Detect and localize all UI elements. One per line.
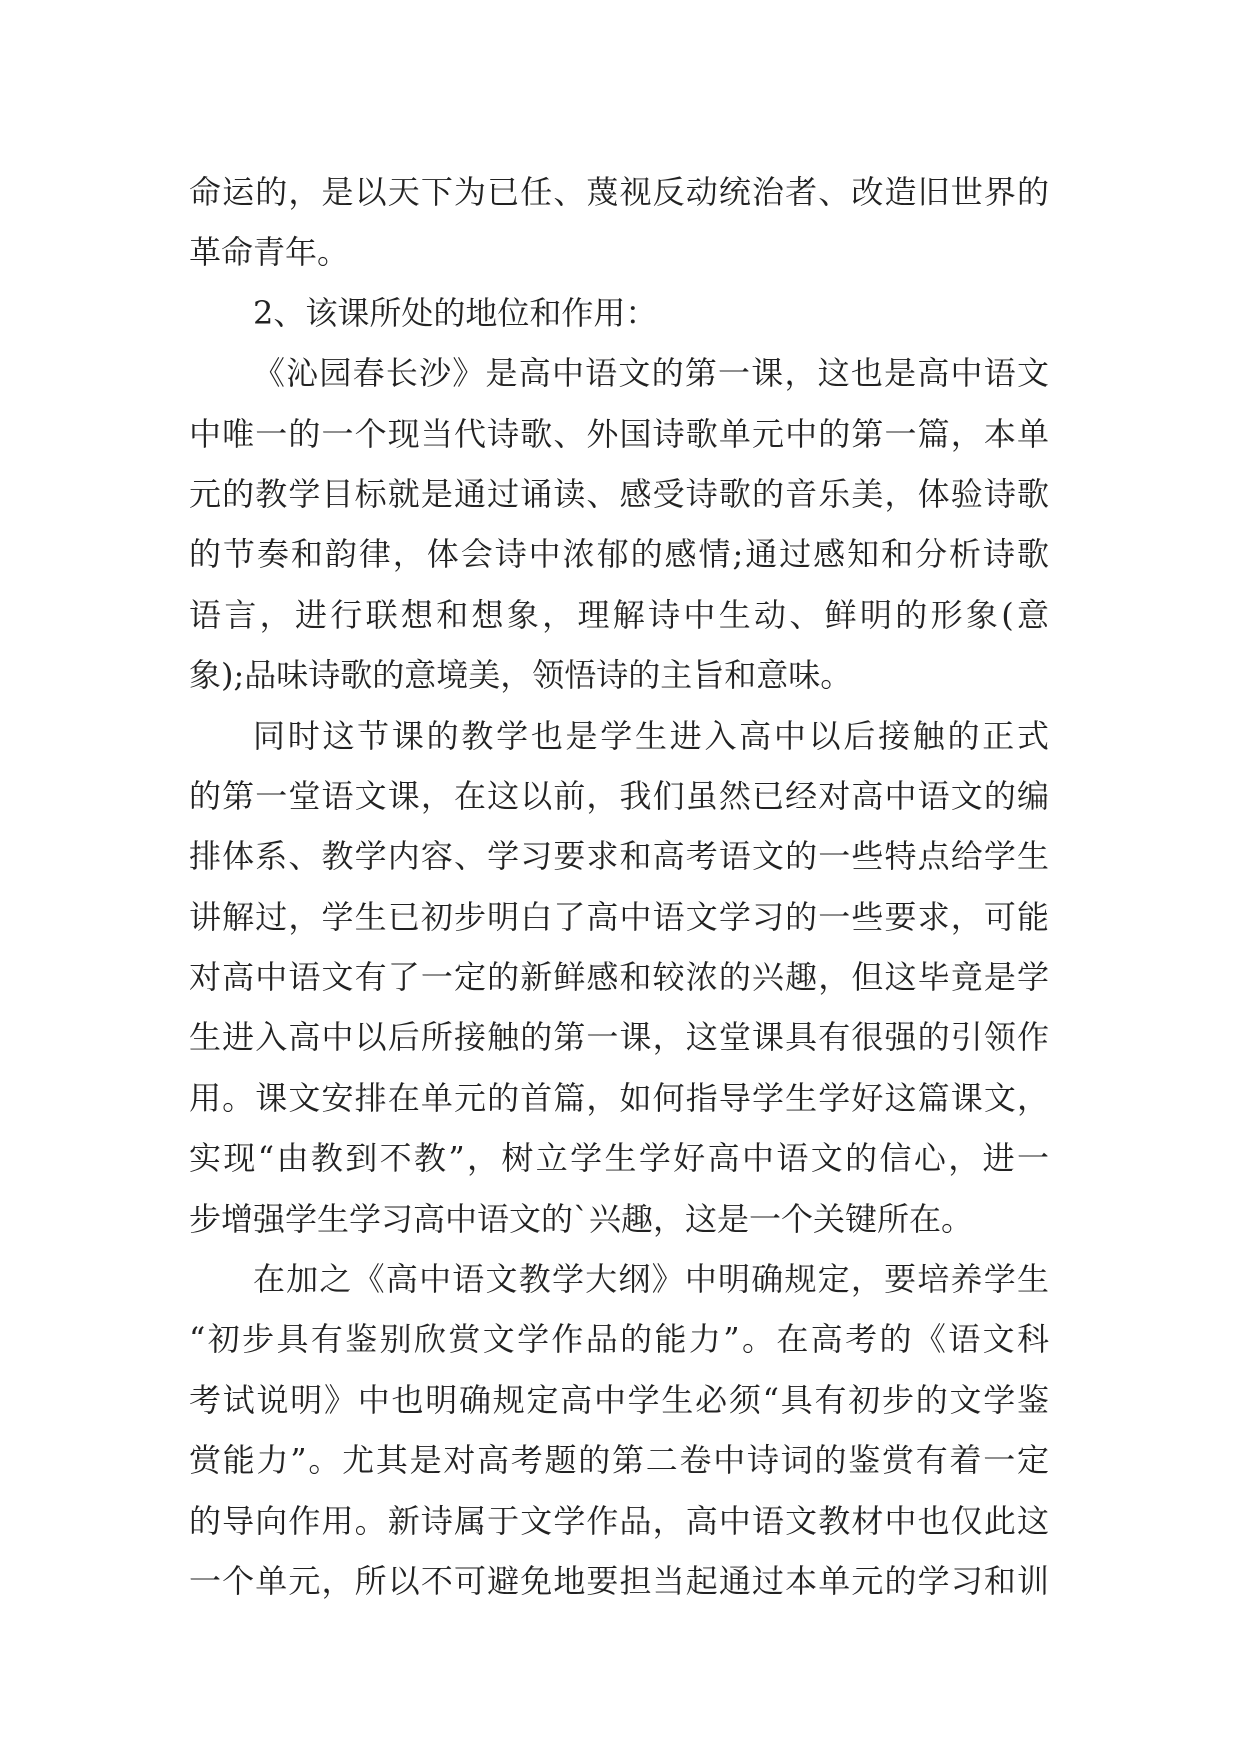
- text-line: 象);品味诗歌的意境美，领悟诗的主旨和意味。: [189, 656, 853, 695]
- text-line: 元的教学目标就是通过诵读、感受诗歌的音乐美，体验诗歌: [189, 474, 1049, 513]
- text-line: 排体系、教学内容、学习要求和高考语文的一些特点给学生: [189, 837, 1049, 876]
- body-text: [189, 162, 1049, 1611]
- paragraph-first-line: 在加之《高中语文教学大纲》中明确规定，要培养学生: [253, 1260, 1049, 1299]
- text-line: 对高中语文有了一定的新鲜感和较浓的兴趣，但这毕竟是学: [189, 958, 1049, 997]
- text-line: 革命青年。: [189, 233, 350, 272]
- text-line: 的第一堂语文课，在这以前，我们虽然已经对高中语文的编: [189, 776, 1049, 815]
- text-line: 语言，进行联想和想象，理解诗中生动、鲜明的形象(意: [189, 595, 1049, 634]
- text-line: 中唯一的一个现当代诗歌、外国诗歌单元中的第一篇，本单: [189, 414, 1049, 453]
- text-line: 考试说明》中也明确规定高中学生必须“具有初步的文学鉴: [189, 1380, 1049, 1419]
- text-line: 步增强学生学习高中语文的`兴趣，这是一个关键所在。: [189, 1199, 974, 1238]
- text-line: 实现“由教到不教”，树立学生学好高中语文的信心，进一: [189, 1139, 1049, 1178]
- text-line: 的节奏和韵律，体会诗中浓郁的感情;通过感知和分析诗歌: [189, 535, 1049, 574]
- text-line: 的导向作用。新诗属于文学作品，高中语文教材中也仅此这: [189, 1501, 1049, 1540]
- section-heading: 2、该课所处的地位和作用：: [253, 293, 658, 332]
- text-line: 讲解过，学生已初步明白了高中语文学习的一些要求，可能: [189, 897, 1049, 936]
- paragraph-first-line: 同时这节课的教学也是学生进入高中以后接触的正式: [253, 716, 1049, 755]
- text-line: “初步具有鉴别欣赏文学作品的能力”。在高考的《语文科: [189, 1320, 1049, 1359]
- text-line: 用。课文安排在单元的首篇，如何指导学生学好这篇课文，: [189, 1078, 1049, 1117]
- text-line: 生进入高中以后所接触的第一课，这堂课具有很强的引领作: [189, 1018, 1049, 1057]
- text-line: 命运的，是以天下为已任、蔑视反动统治者、改造旧世界的: [189, 173, 1049, 211]
- text-line: 一个单元，所以不可避免地要担当起通过本单元的学习和训: [189, 1561, 1049, 1600]
- paragraph-first-line: 《沁园春长沙》是高中语文的第一课，这也是高中语文: [253, 354, 1049, 393]
- text-line: 赏能力”。尤其是对高考题的第二卷中诗词的鉴赏有着一定: [189, 1441, 1049, 1480]
